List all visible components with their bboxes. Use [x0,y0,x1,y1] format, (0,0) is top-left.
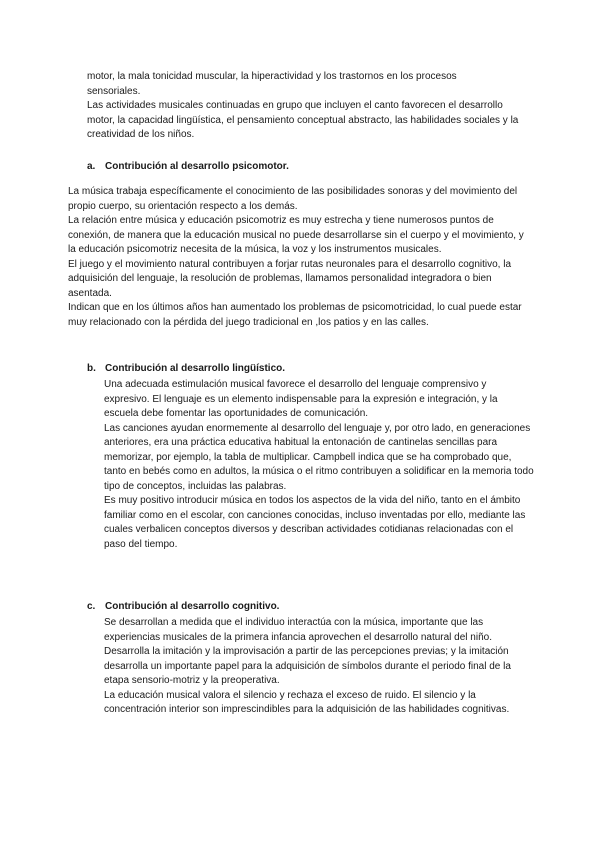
section-a-title: Contribución al desarrollo psicomotor. [105,161,289,172]
section-a-body [68,185,530,330]
intro-block [87,70,527,143]
section-c-title: Contribución al desarrollo cognitivo. [105,601,280,612]
section-a-paragraph-1: La música trabaja específicamente el conocimiento de las posibilidades sonoras y del movimiento del propio cuerpo, su orientación respecto a los demás. [68,186,518,212]
intro-line-1: motor, la mala tonicidad muscular, la hiperactividad y los trastornos en los procesos [87,71,457,82]
section-c-marker: c. [87,601,96,612]
section-b-paragraph-2: Las canciones ayudan enormemente al desarrollo del lenguaje y, por otro lado, en generaciones anteriores, era una práctica educativa habitual la entonación de cantinelas sencillas para memorizar, por ejemplo, la tabla de multiplicar. Campbell indica que se ha comprobado que, tanto en bebés como en adultos, la música o el ritmo contribuyen a solidificar en la memoria todo tipo de conceptos, incluidas las palabras. [104,422,534,492]
section-c-paragraph-2: La educación musical valora el silencio y rechaza el exceso de ruido. El silencio y la concentración interior son imprescindibles para la adquisición de las habilidades cognitivas. [104,689,510,715]
section-a-heading [87,160,289,175]
section-b-heading [87,362,285,377]
section-a-marker: a. [87,161,96,172]
section-c-heading [87,600,279,615]
section-b-marker: b. [87,363,96,374]
section-a-paragraph-4: Indican que en los últimos años han aumentado los problemas de psicomotricidad, lo cual puede estar muy relacionado con la pérdida del juego tradicional en ,los patios y en las calles. [68,302,522,328]
section-b-title: Contribución al desarrollo lingüístico. [105,363,286,374]
section-c-body [104,616,534,718]
section-b-paragraph-1: Una adecuada estimulación musical favorece el desarrollo del lenguaje comprensivo y expresivo. El lenguaje es un elemento indispensable para la expresión e integración, y la escuela debe fomentar las oportunidades de comunicación. [104,379,498,419]
section-c-paragraph-1: Se desarrollan a medida que el individuo interactúa con la música, importante que las experiencias musicales de la primera infancia aprovechen el desarrollo natural del niño. Desarrolla la imitación y la improvisación a partir de las percepciones previas; y la imitación desarrolla un importante papel para la adquisición de símbolos durante el periodo final de la etapa sensorio-motriz y la preoperativa. [104,617,511,686]
section-b-body [104,378,534,552]
intro-paragraph: Las actividades musicales continuadas en grupo que incluyen el canto favorecen el desarrollo motor, la capacidad lingüística, el pensamiento conceptual abstracto, las habilidades sociales y la creatividad de los niños. [87,100,519,140]
section-a-paragraph-3: El juego y el movimiento natural contribuyen a forjar rutas neuronales para el desarrollo cognitivo, la adquisición del lenguaje, la resolución de problemas, llamamos personalidad integradora o bien asentada. [68,258,512,299]
section-b-paragraph-3: Es muy positivo introducir música en todos los aspectos de la vida del niño, tanto en el ámbito familiar como en el escolar, con canciones conocidas, incluso inventadas por ello, mediante las cuales verbalicen conceptos diversos y describan actividades cotidianas relacionadas con el paso del tiempo. [104,495,526,550]
intro-line-2: sensoriales. [87,85,141,97]
section-a-paragraph-2: La relación entre música y educación psicomotriz es muy estrecha y tiene numerosos puntos de conexión, de manera que la educación musical no puede desarrollarse sin el cuerpo y el movimiento, y la educación psicomotriz necesita de la música, la voz y los instrumentos musicales. [68,215,524,255]
